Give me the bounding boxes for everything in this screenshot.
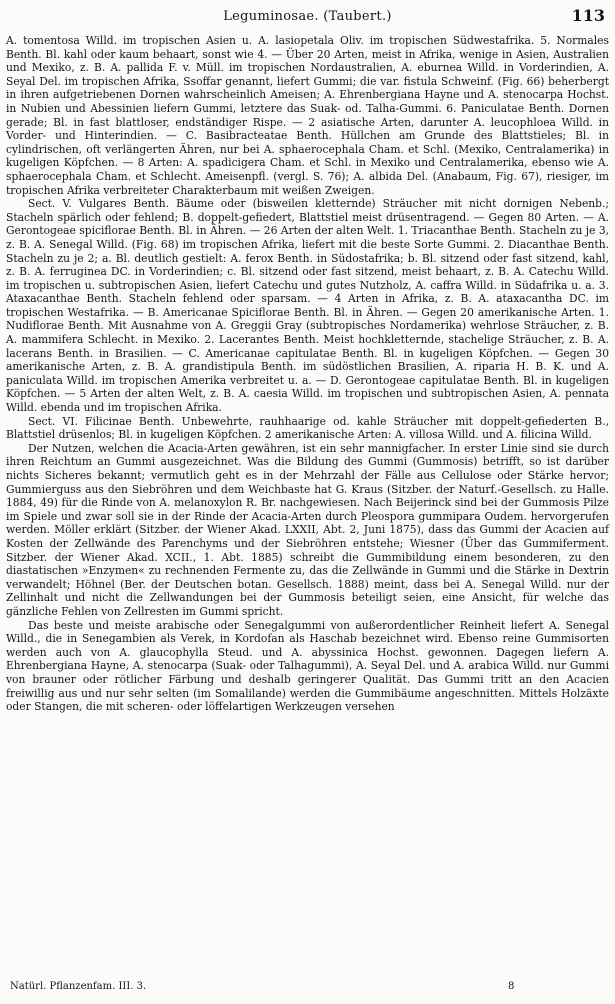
page-number: 113 (571, 6, 605, 25)
page-header (0, 6, 615, 28)
footer-source-line: Natürl. Pflanzenfam. III. 3. (10, 981, 147, 992)
running-title: Leguminosae. (Taubert.) (223, 9, 392, 24)
signature-mark: 8 (508, 981, 515, 992)
page-body (6, 34, 609, 714)
page-footer (0, 981, 615, 997)
paragraph-sect-vi-filicinae: Sect. VI. Filicinae Benth. Unbewehrte, rauhhaarige od. kahle Sträucher mit doppelt-gefiederten B., Blattstiel drüsenlos; Bl. in kugeligen Köpfchen. 2 amerikanische Arten: A. villosa Willd. und A. filicina Willd. (6, 414, 609, 442)
paragraph-senegalgummi: Das beste und meiste arabische oder Senegalgummi von außerordentlicher Reinheit liefert A. Senegal Willd., die in Senegambien als Verek, in Kordofan als Haschab bezeichnet wird. Ebenso reine Gummisorten werden auch von A. glaucophylla Steud. und A. abyssinica Hochst. gewonnen. Dagegen liefern A. Ehrenbergiana Hayne, A. stenocarpa (Suak- oder Talhagummi), A. Seyal Del. und A. arabica Willd. nur Gummi von brauner oder rötlicher Färbung und deshalb geringerer Qualität. Das Gummi tritt an den Acacien freiwillig aus und nur sehr selten (im Somalilande) werden die Gummibäume angeschnitten. Mittels Holzäxte oder Stangen, die mit scheren- oder löffelartigen Werkzeugen versehen (6, 618, 609, 714)
paragraph-section-iv-continued: A. tomentosa Willd. im tropischen Asien u. A. lasiopetala Oliv. im tropischen Südwestafrika. 5. Normales Benth. Bl. kahl oder kaum behaart, sonst wie 4. — Über 20 Arten, meist in Afrika, wenige in Asien, Australien und Mexiko, z. B. A. pallida F. v. Müll. im tropischen Nordaustralien, A. eburnea Willd. in Vorderindien, A. Seyal Del. im tropischen Afrika, Ssoffar genannt, liefert Gummi; die var. fistula Schweinf. (Fig. 66) beherbergt in ihren aufgetriebenen Dornen wahrscheinlich Ameisen; A. Ehrenbergiana Hayne und A. stenocarpa Hochst. in Nubien und Abessinien liefern Gummi, letztere das Suak- od. Talha-Gummi. 6. Paniculatae Benth. Dornen gerade; Bl. in fast blattloser, endständiger Rispe. — 2 asiatische Arten, darunter A. leucophloea Willd. in Vorder- und Hinterindien. — C. Basibracteatae Benth. Hüllchen am Grunde des Blattstieles; Bl. in cylindrischen, oft verlängerten Ähren, nur bei A. sphaerocephala Cham. et Schl. (Mexiko, Centralamerika) in kugeligen Köpfchen. — 8 Arten: A. spadicigera Cham. et Schl. in Mexiko und Centralamerika, ebenso wie A. sphaerocephala Cham. et Schlecht. Ameisenpfl. (vergl. S. 76); A. albida Del. (Anabaum, Fig. 67), riesiger, im tropischen Afrika verbreiteter Charakterbaum mit weißen Zweigen. (6, 34, 609, 197)
paragraph-nutzen-gummi: Der Nutzen, welchen die Acacia-Arten gewähren, ist ein sehr mannigfacher. In erster Linie sind sie durch ihren Reichtum an Gummi ausgezeichnet. Was die Bildung des Gummi (Gummosis) betrifft, so ist darüber nichts Sicheres bekannt; vermutlich geht es in der Mehrzahl der Fälle aus Cellulose oder Stärke hervor; Gummierguss aus den Siebröhren und dem Weichbaste hat G. Kraus (Sitzber. der Naturf.-Gesellsch. zu Halle. 1884, 49) für die Rinde von A. melanoxylon R. Br. nachgewiesen. Nach Beijerinck sind bei der Gummosis Pilze im Spiele und zwar soll sie in der Rinde der Acacia-Arten durch Pleospora gummipara Oudem. hervorgerufen werden. Möller erklärt (Sitzber. der Wiener Akad. LXXII, Abt. 2, Juni 1875), dass das Gummi der Acacien auf Kosten der Zellwände des Parenchyms und der Siebröhren entstehe; Wiesner (Über das Gummiferment. Sitzber. der Wiener Akad. XCII., 1. Abt. 1885) schreibt die Gummibildung einem besonderen, zu den diastatischen »Enzymen« zu rechnenden Fermente zu, das die Zellwände in Gummi und die Stärke in Dextrin verwandelt; Höhnel (Ber. der Deutschen botan. Gesellsch. 1888) meint, dass bei A. Senegal Willd. nur der Zellinhalt und nicht die Zellwandungen bei der Gummosis beteiligt seien, eine Ansicht, für welche das gänzliche Fehlen von Zellresten im Gummi spricht. (6, 441, 609, 618)
paragraph-sect-v-vulgares: Sect. V. Vulgares Benth. Bäume oder (bisweilen kletternde) Sträucher mit nicht dornigen Nebenb.; Stacheln spärlich oder fehlend; B. doppelt-gefiedert, Blattstiel meist drüsentragend. — Gegen 80 Arten. — A. Gerontogeae spiciflorae Benth. Bl. in Ähren. — 26 Arten der alten Welt. 1. Triacanthae Benth. Stacheln zu je 3, z. B. A. Senegal Willd. (Fig. 68) im tropischen Afrika, liefert mit die beste Sorte Gummi. 2. Diacanthae Benth. Stacheln zu je 2; a. Bl. deutlich gestielt: A. ferox Benth. in Südostafrika; b. Bl. sitzend oder fast sitzend, kahl, z. B. A. ferruginea DC. in Vorderindien; c. Bl. sitzend oder fast sitzend, meist behaart, z. B. A. Catechu Willd. im tropischen u. subtropischen Asien, liefert Catechu und gutes Nutzholz, A. caffra Willd. in Südafrika u. a. 3. Ataxacanthae Benth. Stacheln fehlend oder sparsam. — 4 Arten in Afrika, z. B. A. ataxacantha DC. im tropischen Westafrika. — B. Americanae Spiciflorae Benth. Bl. in Ähren. — Gegen 20 amerikanische Arten. 1. Nudiflorae Benth. Mit Ausnahme von A. Greggii Gray (subtropisches Nordamerika) wehrlose Sträucher, z. B. A. mammifera Schlecht. in Mexiko. 2. Lacerantes Benth. Meist hochkletternde, stachelige Sträucher, z. B. A. lacerans Benth. in Brasilien. — C. Americanae capitulatae Benth. Bl. in kugeligen Köpfchen. — Gegen 30 amerikanische Arten, z. B. A. grandistipula Benth. im südöstlichen Brasilien, A. riparia H. B. K. und A. paniculata Willd. im tropischen Amerika verbreitet u. a. — D. Gerontogeae capitulatae Benth. Bl. in kugeligen Köpfchen. — 5 Arten der alten Welt, z. B. A. caesia Willd. im tropischen und subtropischen Asien, A. pennata Willd. ebenda und im tropischen Afrika. (6, 197, 610, 415)
